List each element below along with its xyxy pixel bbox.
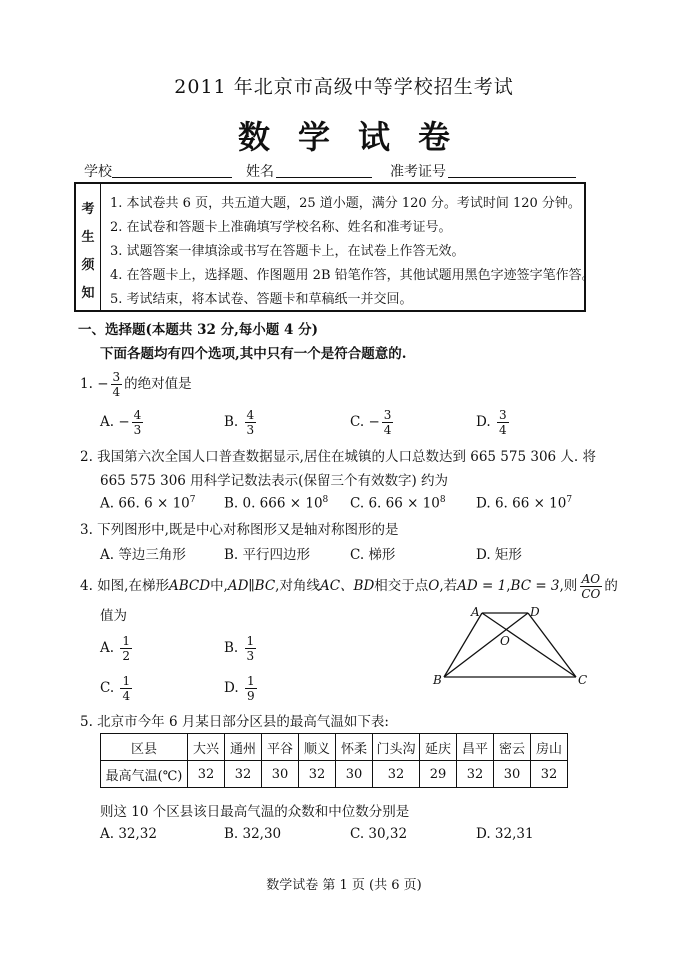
option-fraction [120,674,132,703]
q4-option-c[interactable] [100,674,134,703]
frac-den: 2 [122,649,130,663]
section-title: 一、选择题(本题共 32 分,每小题 4 分) [78,322,318,338]
q3-option-b[interactable]: B. 平行四边形 [224,547,311,563]
trapezoid-figure [430,602,600,688]
option-label: C. [350,495,365,512]
frac-den: 3 [246,423,255,437]
table-header-cell: 最高气温(℃) [101,761,188,788]
q4-text: 的 [604,578,618,594]
q3-option-a[interactable]: A. 等边三角形 [100,547,186,563]
option-mantissa: 66. 6 × 10 [118,495,190,512]
q5-option-b[interactable]: B. 32,30 [224,826,282,842]
frac-num: 3 [112,370,121,384]
option-sign: − [118,414,130,430]
notice-char: 须 [81,258,95,273]
q4-text: 如图,在梯形 [97,578,169,594]
option-fraction [497,408,509,437]
q4-var: O [428,578,440,594]
edge-dc [528,613,576,677]
table-cell: 延庆 [420,734,457,761]
option-fraction [132,408,144,437]
notice-char: 考 [81,202,95,217]
q2-option-a[interactable] [100,495,196,512]
question-3: 3. 下列图形中,既是中心对称图形又是轴对称图形的是 [80,522,399,538]
q1-option-b[interactable] [224,408,258,437]
page-footer: 数学试卷 第 1 页 (共 6 页) [266,878,422,893]
option-label: D. [476,495,491,512]
table-cell: 大兴 [188,734,225,761]
frac-num: 3 [383,408,392,422]
question-5-prompt: 则这 10 个区县该日最高气温的众数和中位数分别是 [100,804,410,820]
q2-option-c[interactable] [350,495,446,512]
q4-var: AD = 1 [457,578,507,594]
option-exponent: 8 [439,495,446,505]
table-cell: 32 [188,761,225,788]
vertex-c: C [578,673,588,687]
option-label: C. [100,680,115,696]
q4-text: , [506,578,511,594]
option-label: D. [476,414,491,430]
option-exponent: 7 [189,495,196,505]
q4-text: 相交于点 [374,578,429,594]
option-label: A. [100,414,115,430]
q4-text: 中, [210,578,228,594]
q3-option-d[interactable]: D. 矩形 [476,547,522,563]
q4-text: ,则 [559,578,578,594]
q1-fraction [111,370,123,399]
option-label: B. [224,495,239,512]
notice-item: 3. 试题答案一律填涂或书写在答题卡上，在试卷上作答无效。 [110,244,465,259]
q5-option-c[interactable]: C. 30,32 [350,826,408,842]
paper-title: 数学试卷 [237,118,478,156]
temperature-table [100,733,568,788]
diagonal-ac [482,613,576,677]
table-cell: 32 [225,761,262,788]
table-cell: 29 [420,761,457,788]
q4-text: ,对角线 [275,578,320,594]
frac-num: 4 [246,408,255,422]
q3-option-c[interactable]: C. 梯形 [350,547,396,563]
question-2-line-1: 2. 我国第六次全国人口普查数据显示,居住在城镇的人口总数达到 665 575 306 人. 将 [80,449,597,465]
frac-num: AO [581,572,601,586]
frac-den: 4 [122,689,131,703]
option-sign: − [368,414,380,430]
table-cell: 30 [494,761,531,788]
table-row [101,761,568,788]
option-fraction [245,634,257,663]
q1-minus: − [97,376,109,392]
option-label: A. [100,640,115,656]
frac-den: 3 [246,649,255,663]
candidate-notice-box [74,182,595,312]
school-label: 学校 [84,164,112,180]
q4-var: BC = 3 [510,578,560,594]
name-label: 姓名 [246,164,274,180]
school-blank[interactable] [112,177,232,178]
frac-den: 4 [383,423,392,437]
table-cell: 怀柔 [336,734,373,761]
table-header-cell: 区县 [101,734,188,761]
table-cell: 32 [531,761,568,788]
option-exponent: 8 [322,495,329,505]
table-row [101,734,568,761]
q4-var: AD∥BC [227,578,276,594]
q1-text: 的绝对值是 [124,376,192,392]
q4-text: ,若 [439,578,458,594]
diagonal-bd [444,613,528,677]
q4-number: 4. [80,578,93,594]
frac-num: 4 [133,408,142,422]
option-mantissa: 0. 666 × 10 [242,495,323,512]
question-2-line-2: 665 575 306 用科学记数法表示(保留三个有效数字) 约为 [100,473,449,489]
notice-item: 1. 本试卷共 6 页，共五道大题，25 道小题，满分 120 分。考试时间 120 分钟。 [110,196,581,211]
frac-num: 1 [246,674,255,688]
q5-option-d[interactable]: D. 32,31 [476,826,534,842]
frac-den: 4 [112,385,121,399]
option-label: C. [350,414,365,430]
vertex-b: B [433,673,442,687]
question-4-line-2: 值为 [100,608,127,624]
option-exponent: 7 [566,495,573,505]
option-fraction [382,408,394,437]
q4-option-b[interactable] [224,634,258,663]
table-cell: 通州 [225,734,262,761]
frac-num: 1 [122,634,130,648]
q2-option-d[interactable] [476,495,572,512]
q1-option-c[interactable] [350,408,395,437]
notice-item: 2. 在试卷和答题卡上准确填写学校名称、姓名和准考证号。 [110,220,452,235]
frac-den: CO [581,587,601,601]
notice-side-label [76,184,101,310]
q2-option-b[interactable] [224,495,328,512]
notice-item: 4. 在答题卡上，选择题、作图题用 2B 铅笔作答，其他试题用黑色字迹签字笔作答。 [110,268,595,283]
id-fields-row [84,161,604,181]
table-cell: 30 [336,761,373,788]
vertex-d: D [530,605,540,619]
frac-num: 3 [498,408,507,422]
table-cell: 30 [262,761,299,788]
frac-den: 9 [246,689,255,703]
q1-number: 1. [80,376,93,392]
vertex-a: A [471,605,480,619]
q1-option-d[interactable] [476,408,511,437]
frac-den: 4 [498,423,507,437]
table-cell: 32 [373,761,420,788]
table-cell: 门头沟 [373,734,420,761]
name-blank[interactable] [276,177,372,178]
option-mantissa: 6. 66 × 10 [494,495,567,512]
q4-var: AC、BD [319,578,375,594]
option-label: B. [224,640,239,656]
table-cell: 32 [457,761,494,788]
table-cell: 32 [299,761,336,788]
ticket-label: 准考证号 [390,164,446,180]
option-fraction [245,408,257,437]
section-instruction: 下面各题均有四个选项,其中只有一个是符合题意的. [100,346,407,362]
option-fraction [120,634,132,663]
option-fraction [245,674,257,703]
exam-title: 2011 年北京市高级中等学校招生考试 [174,76,514,98]
table-cell: 顺义 [299,734,336,761]
frac-den: 3 [133,423,142,437]
q4-ratio [579,572,602,601]
notice-item: 5. 考试结束，将本试卷、答题卡和草稿纸一并交回。 [110,292,413,307]
table-cell: 昌平 [457,734,494,761]
q4-option-a[interactable] [100,634,134,663]
edge-ba [444,613,482,677]
question-1 [80,370,192,399]
frac-num: 1 [246,634,255,648]
table-cell: 密云 [494,734,531,761]
option-label: D. [224,680,239,696]
notice-char: 知 [81,286,95,301]
q1-option-a[interactable] [100,408,145,437]
question-4 [80,572,618,601]
frac-num: 1 [122,674,131,688]
option-label: B. [224,414,239,430]
point-o: O [500,634,510,648]
question-5: 5. 北京市今年 6 月某日部分区县的最高气温如下表: [80,714,389,730]
option-mantissa: 6. 66 × 10 [368,495,440,512]
table-cell: 房山 [531,734,568,761]
notice-char: 生 [81,230,95,245]
table-cell: 平谷 [262,734,299,761]
q5-option-a[interactable]: A. 32,32 [100,826,157,842]
ticket-blank[interactable] [448,177,576,178]
option-label: A. [100,495,115,512]
q4-option-d[interactable] [224,674,259,703]
q4-var: ABCD [168,578,211,594]
